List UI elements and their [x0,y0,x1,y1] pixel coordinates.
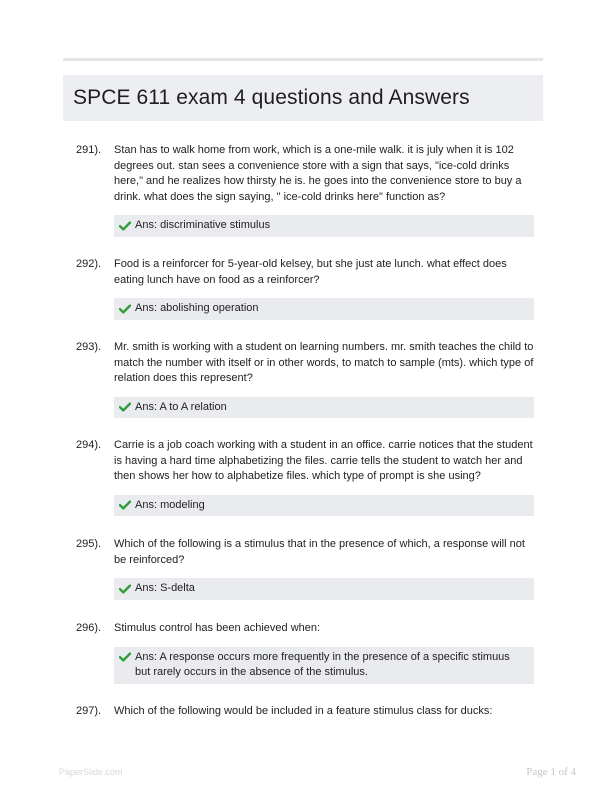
question-number: 294). [76,439,102,451]
title-banner [63,75,543,121]
question-text: Carrie is a job coach working with a student in an office. carrie notices that the student is having a hard time alphabetizing the files. carrie tells the student to watch her and then shows her how to alphabetize files. which type of prompt is she using? [114,439,533,482]
question-item [63,704,543,720]
question-item [63,621,543,684]
question-text: Food is a reinforcer for 5-year-old kelsey, but she just ate lunch. what effect does eating lunch have on food as a reinforcer? [114,258,507,286]
answer-text: Ans: discriminative stimulus [135,219,271,231]
footer-site-watermark: PaperSlide.com [59,767,123,777]
question-number: 293). [76,341,102,353]
top-divider [63,58,543,61]
checkmark-icon [119,218,131,234]
answer-text: Ans: A response occurs more frequently in the presence of a specific stimuus but rarely occurs in the absence of the stimulus. [135,650,510,678]
answer-text: Ans: S-delta [135,582,195,594]
question-number: 297). [76,705,102,717]
answer-box [114,647,534,684]
answer-text: Ans: abolishing operation [135,302,259,314]
checkmark-icon [119,400,131,416]
answer-box [114,578,534,600]
answer-text: Ans: modeling [135,498,205,511]
checkmark-icon [119,301,131,317]
question-number: 296). [76,622,102,634]
checkmark-icon [119,650,131,666]
question-text: Stan has to walk home from work, which is a one-mile walk. it is july when it is 102 degrees out. stan sees a convenience store with a sign that says, "ice-cold drinks here," and he realizes how thirsty he is. he goes into the convenience store to buy a drink. what does the sign saying, " ice-cold drinks here" function as? [114,144,522,203]
question-item [63,143,543,237]
page-title: SPCE 611 exam 4 questions and Answers [73,86,470,109]
question-item [63,438,543,516]
question-item [63,257,543,320]
answer-box [114,495,534,517]
question-text: Stimulus control has been achieved when: [114,622,321,634]
answer-box [114,397,534,419]
page-indicator: Page 1 of 4 [526,766,576,778]
question-item [63,340,543,418]
question-text: Mr. smith is working with a student on learning numbers. mr. smith teaches the child to match the number with itself or in other words, to match to sample (mts). which type of relation does this represent? [114,341,534,384]
answer-box [114,215,534,237]
checkmark-icon [119,581,131,597]
question-text: Which of the following is a stimulus that in the presence of which, a response will not be reinforced? [114,538,525,566]
answer-box [114,298,534,320]
question-number: 292). [76,258,102,270]
question-item [63,537,543,600]
checkmark-icon [119,498,131,514]
question-number: 295). [76,538,102,550]
answer-text: Ans: A to A relation [135,400,227,413]
question-text: Which of the following would be included in a feature stimulus class for ducks: [114,705,493,717]
question-number: 291). [76,144,102,156]
